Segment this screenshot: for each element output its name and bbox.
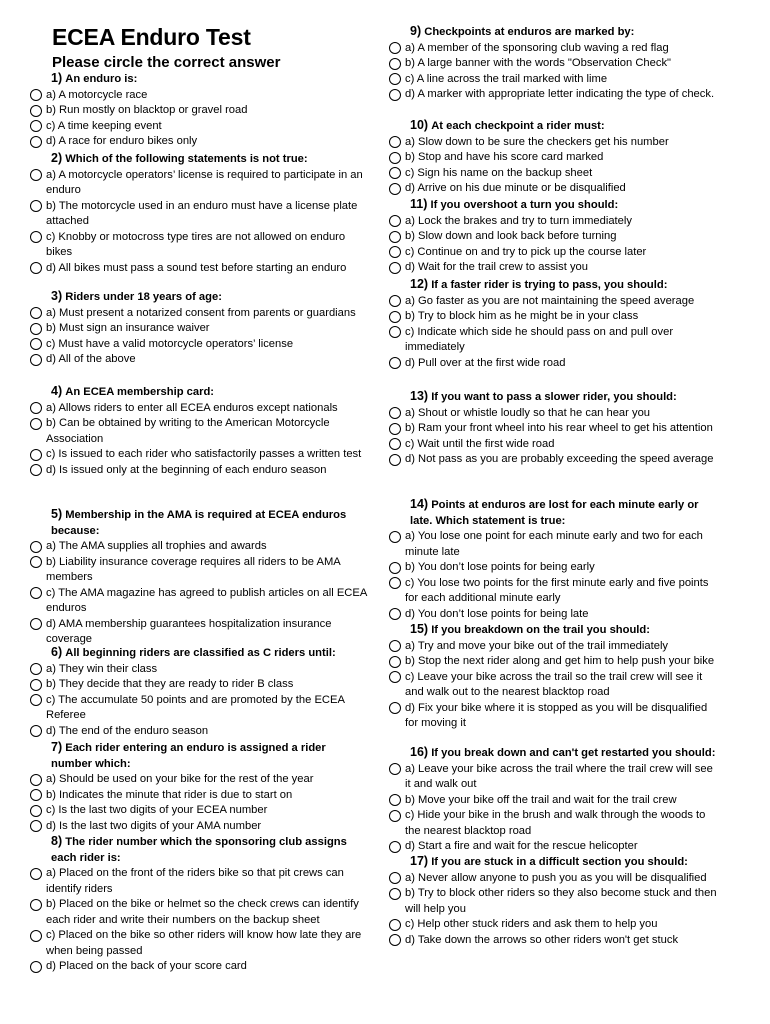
question-text	[389, 389, 719, 406]
answer-option[interactable]	[389, 72, 719, 88]
answer-option-label: a) Placed on the front of the riders bike so that pit crews can identify riders	[46, 867, 344, 895]
question-text	[389, 854, 719, 871]
question-label: If a faster rider is trying to pass, you should:	[431, 279, 668, 291]
answer-option-label: b) A large banner with the words "Observation Check"	[405, 57, 672, 69]
answer-option-label: c) Wait until the first wide road	[405, 437, 555, 450]
answer-option[interactable]	[30, 803, 368, 819]
question-6	[30, 645, 368, 739]
radio-circle-icon[interactable]	[389, 136, 401, 148]
answer-option[interactable]	[30, 321, 368, 337]
answer-option-label: d) The end of the enduro season	[46, 724, 209, 737]
question-label: The rider number which the sponsoring club assigns each rider is:	[51, 836, 347, 864]
answer-option[interactable]	[389, 670, 719, 701]
answer-option-label: a) A member of the sponsoring club waving a red flag	[405, 41, 669, 54]
answer-option-label: b) Indicates the minute that rider is due to start on	[46, 788, 293, 801]
answer-option-label: a) A motorcycle operators’ license is required to participate in an enduro	[46, 168, 363, 196]
radio-circle-icon[interactable]	[30, 402, 42, 414]
radio-circle-icon[interactable]	[30, 805, 42, 817]
page-title: ECEA Enduro Test	[52, 24, 251, 50]
answer-option-label: b) Try to block him as he might be in your class	[405, 310, 639, 322]
radio-circle-icon[interactable]	[30, 338, 42, 350]
answer-option-label: d) Placed on the back of your score card	[46, 960, 247, 972]
answer-option-label: d) Is issued only at the beginning of each enduro season	[46, 463, 327, 476]
answer-option[interactable]	[389, 808, 719, 839]
answer-option-label: c) Knobby or motocross type tires are not allowed on enduro bikes	[46, 230, 346, 258]
question-text	[389, 622, 719, 639]
answer-option-label: d) AMA membership guarantees hospitalization insurance coverage	[46, 617, 332, 645]
answer-option[interactable]	[30, 352, 368, 368]
answer-option-label: a) You lose one point for each minute early and two for each minute late	[405, 530, 703, 558]
radio-circle-icon[interactable]	[389, 183, 401, 195]
question-label: Which of the following statements is not true:	[65, 153, 308, 165]
radio-circle-icon[interactable]	[30, 169, 42, 181]
answer-option[interactable]	[389, 607, 719, 623]
radio-circle-icon[interactable]	[30, 820, 42, 832]
radio-circle-icon[interactable]	[30, 200, 42, 212]
radio-circle-icon[interactable]	[30, 449, 42, 461]
answer-option[interactable]	[30, 724, 368, 740]
radio-circle-icon[interactable]	[30, 136, 42, 148]
question-number: 15)	[410, 622, 429, 636]
answer-option[interactable]	[389, 245, 719, 261]
answer-option[interactable]	[30, 539, 368, 555]
question-2	[30, 151, 368, 276]
answer-option[interactable]	[389, 325, 719, 356]
radio-circle-icon[interactable]	[389, 311, 401, 323]
radio-circle-icon[interactable]	[389, 438, 401, 450]
radio-circle-icon[interactable]	[30, 899, 42, 911]
question-label: If you break down and can't get restarted you should:	[431, 747, 716, 759]
question-text	[30, 384, 368, 401]
radio-circle-icon[interactable]	[30, 323, 42, 335]
question-13	[389, 389, 719, 468]
question-8	[30, 834, 368, 975]
answer-option-label: c) Placed on the bike so other riders will know how late they are when being passed	[46, 929, 362, 957]
radio-circle-icon[interactable]	[30, 868, 42, 880]
question-label: At each checkpoint a rider must:	[431, 120, 605, 132]
answer-option-label: c) The AMA magazine has agreed to publish articles on all ECEA enduros	[46, 586, 367, 614]
question-number: 14)	[410, 497, 429, 511]
answer-option-label: b) Stop and have his score card marked	[405, 151, 604, 163]
answer-option[interactable]	[30, 401, 368, 417]
answer-option[interactable]	[30, 555, 368, 586]
answer-option[interactable]	[389, 654, 719, 670]
question-number: 7)	[51, 740, 63, 754]
answer-option[interactable]	[389, 56, 719, 72]
answer-option-label: c) You lose two points for the first minute early and five points for each additional minute early	[405, 576, 709, 604]
radio-circle-icon[interactable]	[389, 640, 401, 652]
question-label: Checkpoints at enduros are marked by:	[424, 26, 635, 38]
question-12	[389, 277, 719, 371]
answer-option[interactable]	[30, 866, 368, 897]
question-5	[30, 507, 368, 648]
question-text	[389, 277, 719, 294]
answer-option[interactable]	[389, 639, 719, 655]
answer-option[interactable]	[389, 41, 719, 57]
question-number: 4)	[51, 384, 63, 398]
radio-circle-icon[interactable]	[30, 961, 42, 973]
question-text	[389, 118, 719, 135]
question-number: 3)	[51, 289, 63, 303]
answer-option[interactable]	[30, 897, 368, 928]
answer-option[interactable]	[389, 529, 719, 560]
answer-option-label: c) A line across the trail marked with lime	[405, 72, 608, 85]
radio-circle-icon[interactable]	[30, 725, 42, 737]
radio-circle-icon[interactable]	[389, 577, 401, 589]
answer-option-label: b) Liability insurance coverage requires all riders to be AMA members	[46, 555, 341, 583]
radio-circle-icon[interactable]	[389, 89, 401, 101]
radio-circle-icon[interactable]	[389, 872, 401, 884]
answer-option[interactable]	[389, 871, 719, 887]
answer-option[interactable]	[30, 306, 368, 322]
answer-option[interactable]	[30, 416, 368, 447]
answer-option[interactable]	[389, 214, 719, 230]
answer-option[interactable]	[30, 230, 368, 261]
radio-circle-icon[interactable]	[30, 663, 42, 675]
answer-option[interactable]	[389, 437, 719, 453]
question-11	[389, 197, 719, 276]
radio-circle-icon[interactable]	[389, 702, 401, 714]
answer-option-label: c) Is issued to each rider who satisfactorily passes a written test	[46, 448, 362, 460]
answer-option[interactable]	[389, 181, 719, 197]
answer-option-label: d) You don’t lose points for being late	[405, 607, 589, 620]
answer-option-label: b) Must sign an insurance waiver	[46, 322, 210, 334]
answer-option-label: d) Start a fire and wait for the rescue helicopter	[405, 840, 638, 852]
question-number: 11)	[410, 197, 428, 211]
radio-circle-icon[interactable]	[30, 105, 42, 117]
radio-circle-icon[interactable]	[389, 562, 401, 574]
radio-circle-icon[interactable]	[30, 556, 42, 568]
answer-option[interactable]	[30, 788, 368, 804]
answer-option[interactable]	[389, 135, 719, 151]
radio-circle-icon[interactable]	[30, 354, 42, 366]
radio-circle-icon[interactable]	[389, 167, 401, 179]
radio-circle-icon[interactable]	[389, 656, 401, 668]
answer-option[interactable]	[30, 337, 368, 353]
question-7	[30, 740, 368, 834]
question-number: 9)	[410, 24, 422, 38]
question-number: 12)	[410, 277, 429, 291]
radio-circle-icon[interactable]	[30, 930, 42, 942]
answer-option-label: a) A motorcycle race	[46, 88, 148, 101]
answer-option-label: d) Wait for the trail crew to assist you	[405, 261, 588, 273]
question-1	[30, 71, 368, 150]
question-number: 8)	[51, 834, 63, 848]
answer-option-label: a) Never allow anyone to push you as you will be disqualified	[405, 871, 707, 884]
question-number: 5)	[51, 507, 63, 521]
radio-circle-icon[interactable]	[389, 763, 401, 775]
answer-option[interactable]	[30, 168, 368, 199]
question-label: If you are stuck in a difficult section you should:	[431, 856, 688, 868]
question-label: All beginning riders are classified as C riders until:	[65, 647, 336, 659]
radio-circle-icon[interactable]	[30, 120, 42, 132]
answer-option-label: c) Help other stuck riders and ask them to help you	[405, 918, 658, 930]
answer-option-label: c) Sign his name on the backup sheet	[405, 166, 593, 179]
answer-option[interactable]	[30, 819, 368, 835]
question-number: 2)	[51, 151, 63, 165]
question-text	[30, 740, 368, 772]
radio-circle-icon[interactable]	[389, 888, 401, 900]
question-text	[389, 24, 719, 41]
radio-circle-icon[interactable]	[30, 307, 42, 319]
question-10	[389, 118, 719, 197]
answer-option[interactable]	[30, 959, 368, 975]
question-text	[30, 289, 368, 306]
radio-circle-icon[interactable]	[389, 810, 401, 822]
question-9	[389, 24, 719, 103]
radio-circle-icon[interactable]	[389, 326, 401, 338]
radio-circle-icon[interactable]	[389, 841, 401, 853]
question-text	[30, 834, 368, 866]
answer-option[interactable]	[389, 87, 719, 103]
answer-option[interactable]	[30, 617, 368, 648]
answer-option-label: a) They win their class	[46, 662, 158, 675]
answer-option[interactable]	[30, 447, 368, 463]
answer-option-label: b) The motorcycle used in an enduro must have a license plate attached	[46, 199, 358, 227]
question-label: If you breakdown on the trail you should:	[431, 624, 650, 636]
answer-option[interactable]	[389, 576, 719, 607]
answer-option-label: d) All of the above	[46, 353, 136, 365]
radio-circle-icon[interactable]	[389, 215, 401, 227]
answer-option[interactable]	[30, 119, 368, 135]
answer-option-label: a) Should be used on your bike for the rest of the year	[46, 773, 314, 785]
question-label: An ECEA membership card:	[65, 386, 215, 398]
question-4	[30, 384, 368, 478]
answer-option[interactable]	[30, 928, 368, 959]
answer-option-label: a) Try and move your bike out of the trail immediately	[405, 639, 669, 652]
answer-option[interactable]	[389, 917, 719, 933]
question-number: 6)	[51, 645, 63, 659]
answer-option-label: b) Placed on the bike or helmet so the check crews can identify each rider and write their numbers on the backup sheet	[46, 898, 359, 926]
answer-option[interactable]	[30, 199, 368, 230]
radio-circle-icon[interactable]	[30, 418, 42, 430]
radio-circle-icon[interactable]	[389, 73, 401, 85]
answer-option[interactable]	[30, 772, 368, 788]
question-label: An enduro is:	[65, 73, 138, 85]
answer-option-label: a) Leave your bike across the trail where the trail crew will see it and walk out	[405, 762, 713, 790]
question-text	[30, 71, 368, 88]
radio-circle-icon[interactable]	[389, 919, 401, 931]
radio-circle-icon[interactable]	[30, 618, 42, 630]
question-number: 10)	[410, 118, 429, 132]
radio-circle-icon[interactable]	[389, 231, 401, 243]
answer-option[interactable]	[389, 309, 719, 325]
answer-option-label: d) Take down the arrows so other riders won't get stuck	[405, 933, 679, 946]
question-3	[30, 289, 368, 368]
answer-option-label: a) Lock the brakes and try to turn immediately	[405, 214, 632, 227]
answer-option[interactable]	[389, 701, 719, 732]
answer-option-label: b) Move your bike off the trail and wait for the trail crew	[405, 793, 677, 806]
answer-option-label: c) Must have a valid motorcycle operators’ license	[46, 337, 294, 350]
answer-option[interactable]	[30, 463, 368, 479]
radio-circle-icon[interactable]	[389, 608, 401, 620]
answer-option[interactable]	[389, 762, 719, 793]
answer-option[interactable]	[30, 103, 368, 119]
answer-option[interactable]	[389, 793, 719, 809]
question-label: If you overshoot a turn you should:	[430, 199, 619, 211]
radio-circle-icon[interactable]	[30, 789, 42, 801]
radio-circle-icon[interactable]	[389, 454, 401, 466]
answer-option[interactable]	[389, 150, 719, 166]
answer-option-label: b) Stop the next rider along and get him to help push your bike	[405, 655, 715, 667]
answer-option-label: a) Go faster as you are not maintaining the speed average	[405, 294, 695, 307]
answer-option[interactable]	[30, 662, 368, 678]
question-label: Points at enduros are lost for each minute early or late. Which statement is true:	[410, 499, 699, 527]
question-text	[30, 645, 368, 662]
question-17	[389, 854, 719, 948]
answer-option-label: b) Try to block other riders so they also become stuck and then will help you	[405, 887, 717, 915]
answer-option-label: d) Pull over at the first wide road	[405, 356, 566, 369]
radio-circle-icon[interactable]	[30, 541, 42, 553]
answer-option[interactable]	[30, 261, 368, 277]
radio-circle-icon[interactable]	[30, 774, 42, 786]
answer-option-label: c) Indicate which side he should pass on and pull over immediately	[405, 325, 674, 353]
question-text	[389, 197, 719, 214]
answer-option-label: c) Leave your bike across the trail so the trail crew will see it and walk out to the nearest blacktop road	[405, 670, 703, 698]
answer-option-label: b) You don’t lose points for being early	[405, 561, 595, 573]
answer-option-label: c) Is the last two digits of your ECEA number	[46, 804, 268, 816]
answer-option[interactable]	[30, 586, 368, 617]
radio-circle-icon[interactable]	[30, 262, 42, 274]
answer-option-label: c) Hide your bike in the brush and walk through the woods to the nearest blacktop road	[405, 809, 706, 837]
answer-option-label: d) Fix your bike where it is stopped as you will be disqualified for moving it	[405, 701, 708, 729]
radio-circle-icon[interactable]	[389, 58, 401, 70]
radio-circle-icon[interactable]	[389, 357, 401, 369]
question-label: If you want to pass a slower rider, you should:	[431, 391, 677, 403]
radio-circle-icon[interactable]	[389, 671, 401, 683]
answer-option[interactable]	[30, 693, 368, 724]
question-number: 1)	[51, 71, 63, 85]
answer-option-label: b) Slow down and look back before turning	[405, 230, 617, 242]
radio-circle-icon[interactable]	[389, 794, 401, 806]
answer-option[interactable]	[389, 229, 719, 245]
answer-option[interactable]	[389, 452, 719, 468]
page-subtitle: Please circle the correct answer	[52, 54, 281, 71]
answer-option-label: b) Run mostly on blacktop or gravel road	[46, 104, 248, 116]
question-label: Each rider entering an enduro is assigned a rider number which:	[51, 742, 326, 770]
answer-option[interactable]	[389, 421, 719, 437]
question-15	[389, 622, 719, 732]
answer-option[interactable]	[389, 886, 719, 917]
answer-option-label: c) The accumulate 50 points and are promoted by the ECEA Referee	[46, 693, 345, 721]
answer-option[interactable]	[389, 356, 719, 372]
answer-option[interactable]	[389, 166, 719, 182]
answer-option[interactable]	[389, 406, 719, 422]
answer-option[interactable]	[389, 560, 719, 576]
radio-circle-icon[interactable]	[389, 42, 401, 54]
radio-circle-icon[interactable]	[389, 152, 401, 164]
answer-option-label: b) Ram your front wheel into his rear wheel to get his attention	[405, 422, 713, 434]
answer-option-label: c) Continue on and try to pick up the course later	[405, 245, 647, 258]
radio-circle-icon[interactable]	[30, 89, 42, 101]
answer-option-label: d) All bikes must pass a sound test before starting an enduro	[46, 261, 347, 274]
question-16	[389, 745, 719, 855]
radio-circle-icon[interactable]	[389, 295, 401, 307]
answer-option-label: a) Must present a notarized consent from parents or guardians	[46, 306, 356, 319]
question-number: 16)	[410, 745, 429, 759]
answer-option[interactable]	[389, 294, 719, 310]
answer-option[interactable]	[30, 677, 368, 693]
radio-circle-icon[interactable]	[30, 231, 42, 243]
question-text	[389, 745, 719, 762]
answer-option-label: a) Allows riders to enter all ECEA enduros except nationals	[46, 401, 338, 414]
answer-option-label: a) Slow down to be sure the checkers get his number	[405, 135, 669, 148]
question-number: 13)	[410, 389, 429, 403]
radio-circle-icon[interactable]	[389, 423, 401, 435]
radio-circle-icon[interactable]	[30, 679, 42, 691]
answer-option-label: c) A time keeping event	[46, 119, 162, 132]
answer-option-label: d) A marker with appropriate letter indicating the type of check.	[405, 88, 715, 100]
radio-circle-icon[interactable]	[30, 587, 42, 599]
question-label: Riders under 18 years of age:	[65, 291, 222, 303]
question-text	[30, 507, 368, 539]
answer-option-label: d) Arrive on his due minute or be disqualified	[405, 182, 626, 194]
answer-option-label: d) A race for enduro bikes only	[46, 135, 198, 147]
answer-option-label: b) Can be obtained by writing to the American Motorcycle Association	[46, 417, 330, 445]
question-text	[389, 497, 719, 529]
question-14	[389, 497, 719, 622]
answer-option[interactable]	[30, 88, 368, 104]
answer-option[interactable]	[389, 933, 719, 949]
answer-option-label: d) Not pass as you are probably exceeding the speed average	[405, 453, 714, 465]
radio-circle-icon[interactable]	[30, 694, 42, 706]
question-number: 17)	[410, 854, 429, 868]
answer-option-label: a) The AMA supplies all trophies and awards	[46, 540, 267, 552]
radio-circle-icon[interactable]	[389, 407, 401, 419]
radio-circle-icon[interactable]	[389, 531, 401, 543]
radio-circle-icon[interactable]	[389, 262, 401, 274]
answer-option[interactable]	[30, 134, 368, 150]
radio-circle-icon[interactable]	[389, 246, 401, 258]
radio-circle-icon[interactable]	[389, 934, 401, 946]
question-label: Membership in the AMA is required at ECEA enduros because:	[51, 509, 347, 537]
answer-option[interactable]	[389, 839, 719, 855]
answer-option-label: d) Is the last two digits of your AMA number	[46, 819, 262, 832]
answer-option-label: b) They decide that they are ready to rider B class	[46, 678, 294, 690]
answer-option[interactable]	[389, 260, 719, 276]
radio-circle-icon[interactable]	[30, 464, 42, 476]
question-text	[30, 151, 368, 168]
answer-option-label: a) Shout or whistle loudly so that he can hear you	[405, 406, 651, 419]
